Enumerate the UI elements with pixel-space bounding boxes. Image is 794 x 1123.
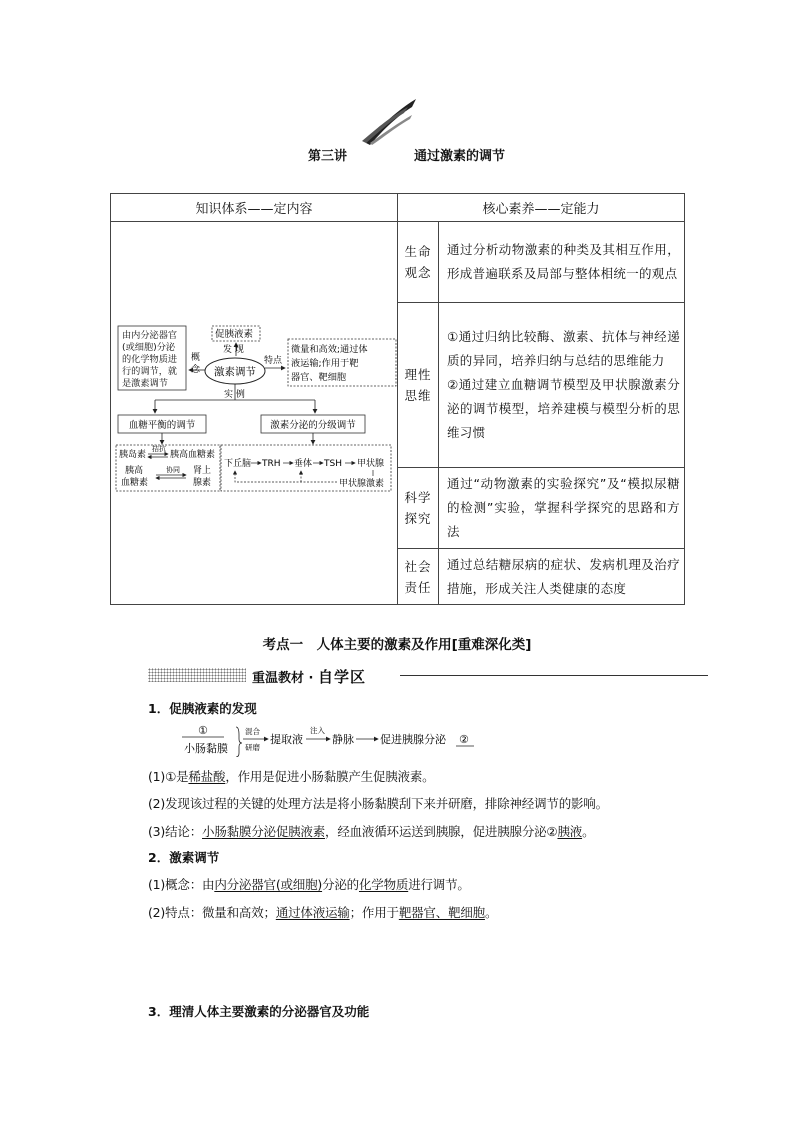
definition-line: 由内分泌器官 [122,330,178,341]
rational-thinking-point-2: ②通过建立血糖调节模型及甲状腺激素分泌的调节模型，培养建模与模型分析的思维习惯 [447,377,680,440]
text-span: ，经血液循环运送到胰腺，促进胰腺分泌② [325,824,558,839]
discovery-flow-diagram [176,723,476,757]
answer-body-fluid: 通过体液运输 [275,905,350,920]
definition-line: 行的调节，就 [122,366,178,377]
discovery-label: 发 现 [223,345,244,355]
text-span: 进行调节。 [408,877,470,892]
flow-inject: 注入 [310,726,325,735]
flow-source: 小肠黏膜 [184,742,228,755]
feature-line: 微量和高效;通过体 [291,344,368,355]
thyroid-label: 甲状腺 [357,459,385,469]
row-label-life-concept: 生命观念 [398,222,439,303]
text-span: ；作用于 [349,905,399,920]
heading-2: 2．激素调节 [148,850,220,865]
rational-thinking-point-1: ①通过归纳比较酶、激素、抗体与神经递质的异同，培养归纳与总结的思维能力 [447,329,680,368]
adrenaline-line2: 腺素 [193,478,212,488]
banner-rule [400,675,708,676]
concept-map [111,222,397,604]
flow-mix: 混合 [245,727,260,736]
synergy-label: 协同 [166,466,180,474]
feature-label: 特点 [264,356,283,366]
text-span: (2)特点：微量和高效； [148,905,276,920]
answer-conclusion: 小肠黏膜分泌促胰液素 [202,824,326,839]
self-study-banner [148,666,708,684]
heading-1: 1．促胰液素的发现 [148,701,257,716]
text-span: 分泌的 [322,877,359,892]
banner-label [252,666,366,687]
definition-line: 是激素调节 [122,378,168,389]
discovery-point-2: (2)发现该过程的关键的处理方法是将小肠黏膜刮下来并研磨，排除神经调节的影响。 [148,796,608,811]
pituitary-label: 垂体 [294,459,313,469]
flow-blank-2: ② [459,733,469,746]
lesson-number: 第三讲 [308,149,348,164]
answer-hcl: 稀盐酸 [188,769,226,784]
discovery-hormone: 促胰液素 [215,329,254,340]
insulin-label: 胰岛素 [119,450,147,460]
discovery-point-1 [148,767,434,785]
definition-line: (或细胞)分泌 [122,342,176,353]
row-text-rational-thinking [439,303,685,468]
text-span: 。 [582,824,595,839]
blood-sugar-topic: 血糖平衡的调节 [128,420,196,431]
definition-line: 的化学物质进 [122,354,178,365]
glucagon-label: 胰高血糖素 [170,450,216,460]
example-label: 实 例 [224,390,245,400]
lesson-title: 通过激素的调节 [414,149,506,164]
flow-vein: 静脉 [332,733,354,746]
trh-label: TRH [262,459,281,469]
answer-endocrine-organ: 内分泌器官(或细胞) [214,877,323,892]
answer-pancreatic-juice: 胰液 [557,824,583,839]
glucagon-line1: 胰高 [125,466,144,476]
answer-chemical: 化学物质 [358,877,409,892]
concept-label-part: 概 [191,353,201,363]
flow-result: 促进胰腺分泌 [380,733,446,746]
feature-line: 液运输;作用于靶 [291,358,359,369]
antagonize-label: 拮抗 [152,445,166,453]
overview-table [110,193,685,605]
row-label-scientific-inquiry: 科学探究 [398,468,439,549]
row-label-social-responsibility: 社会责任 [398,549,439,605]
section-title: 考点一 人体主要的激素及作用[重难深化类] [262,637,532,653]
text-span: ，作用是促进小肠黏膜产生促胰液素。 [225,769,435,784]
thyroxine-label: 甲状腺激素 [339,479,385,489]
text-span: 。 [484,905,498,920]
center-label: 激素调节 [214,366,256,378]
feature-line: 器官、靶细胞 [291,372,347,383]
adrenaline-line1: 肾上 [193,466,212,476]
flow-extract: 提取液 [270,733,303,746]
flow-grind: 研磨 [245,743,260,752]
knowledge-header: 知识体系——定内容 [111,194,398,222]
lesson-header-logo [360,97,420,147]
flow-blank-1: ① [198,724,208,737]
glucagon-line2: 血糖素 [121,478,149,488]
concept-label-part: 念 [191,365,201,375]
feature-statement [148,903,497,921]
hypothalamus-label: 下丘脑 [224,459,252,469]
row-text-life-concept: 通过分析动物激素的种类及其相互作用，形成普遍联系及局部与整体相统一的观点 [439,222,685,303]
text-span: (3)结论： [148,824,203,839]
text-span: (1)概念：由 [148,877,215,892]
banner-plain: 重温教材 · [252,671,318,686]
discovery-conclusion [148,822,594,840]
answer-target: 靶器官、靶细胞 [398,905,485,920]
tsh-label: TSH [324,459,342,469]
banner-dots [148,668,246,682]
concept-map-cell [111,222,398,605]
text-span: (1)①是 [148,769,189,784]
row-label-rational-thinking: 理性思维 [398,303,439,468]
banner-bold: 自学区 [318,668,367,686]
competency-header: 核心素养——定能力 [398,194,685,222]
hierarchy-topic: 激素分泌的分级调节 [270,420,356,431]
heading-3: 3．理清人体主要激素的分泌器官及功能 [148,1004,370,1019]
row-text-social-responsibility: 通过总结糖尿病的症状、发病机理及治疗措施，形成关注人类健康的态度 [439,549,685,605]
row-text-scientific-inquiry: 通过“动物激素的实验探究”及“模拟尿糖的检测”实验，掌握科学探究的思路和方法 [439,468,685,549]
concept-statement [148,875,470,893]
